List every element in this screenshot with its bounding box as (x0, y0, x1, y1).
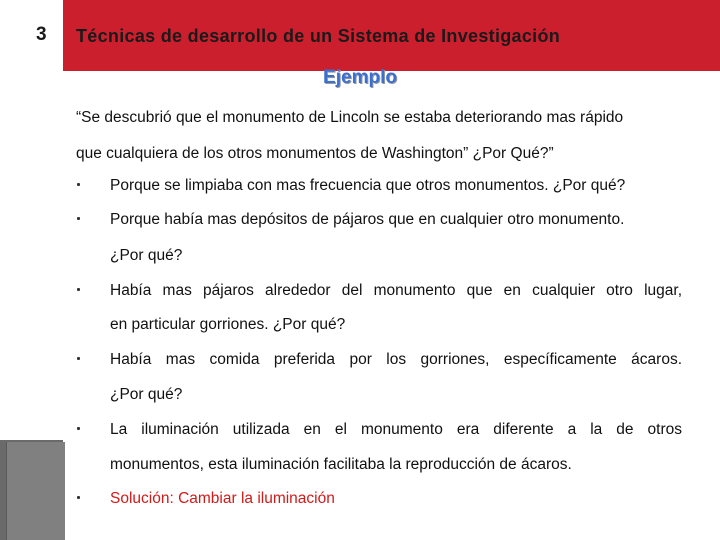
bullet-icon (76, 356, 82, 362)
solution-text: Solución: Cambiar la iluminación (110, 490, 335, 507)
bullet-3-line-1: Había mas pájaros alrededor del monumento que en cualquier otro lugar, (110, 282, 682, 299)
bullet-icon (76, 216, 82, 222)
section-number: 3 (36, 24, 47, 45)
intro-line-2: que cualquiera de los otros monumentos de Washington” ¿Por Qué?” (76, 145, 554, 162)
bullet-icon (76, 287, 82, 293)
intro-line-1: “Se descubrió que el monumento de Lincoln se estaba deteriorando mas rápido (76, 109, 624, 126)
section-number-tab (0, 0, 63, 71)
slide-title: Técnicas de desarrollo de un Sistema de Investigación (76, 26, 561, 46)
bullet-2-line-1: Porque había mas depósitos de pájaros que en cualquier otro monumento. (110, 211, 625, 228)
subtitle (0, 67, 720, 89)
bullet-icon (76, 182, 82, 188)
bullet-3-line-2: en particular gorriones. ¿Por qué? (110, 316, 346, 333)
bullet-5-line-1: La iluminación utilizada en el monumento era diferente a la de otros (110, 421, 682, 438)
bullet-1-line-1: Porque se limpiaba con mas frecuencia que otros monumentos. ¿Por qué? (110, 177, 626, 194)
bullet-4-line-1: Había mas comida preferida por los gorriones, específicamente ácaros. (110, 351, 682, 368)
bullet-2-line-2: ¿Por qué? (110, 247, 183, 264)
bullet-5-line-2: monumentos, esta iluminación facilitaba la reproducción de ácaros. (110, 456, 572, 473)
bullet-icon (76, 495, 82, 501)
bullet-4-line-2: ¿Por qué? (110, 386, 183, 403)
decorative-side-panel (6, 442, 65, 540)
subtitle-text: Ejemplo (323, 67, 397, 88)
bullet-icon (76, 426, 82, 432)
